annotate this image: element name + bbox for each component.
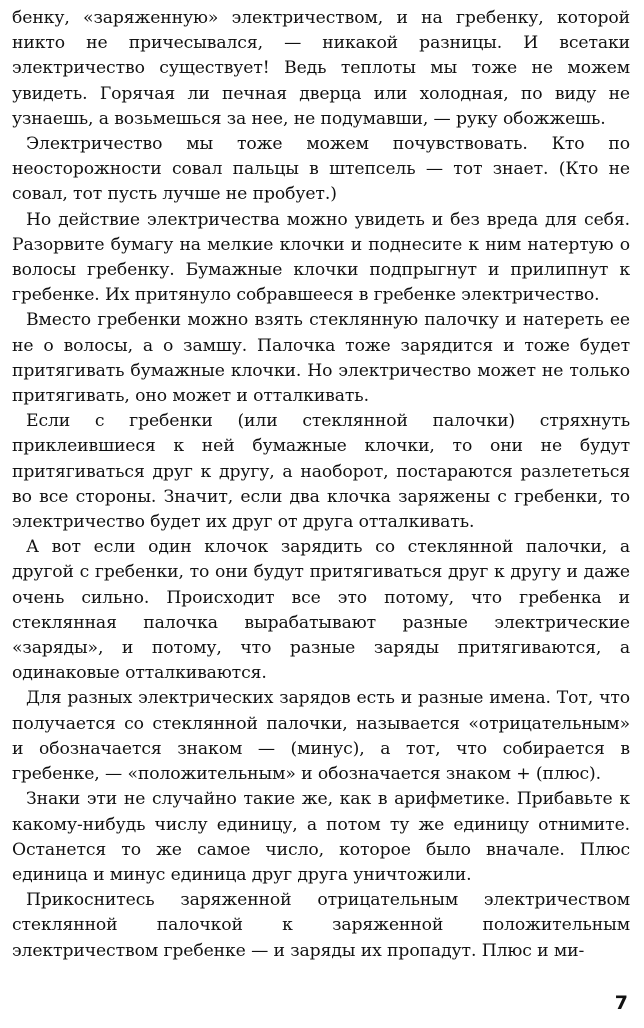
paragraph-3: Но действие электричества можно увидеть и без вреда для себя. Разорвите бумагу на мелкие клочки и поднесите к ним натертую о волосы гребенку. Бумажные клочки подпрыгнут и прилипнут к гребенке. Их притянуло собравшееся в гребенке электричество. — [12, 209, 630, 306]
page-text — [12, 6, 630, 964]
page-number: 7 — [614, 992, 628, 1014]
paragraph-2: Электричество мы тоже можем почувствовать. Кто по неосторожности совал пальцы в штепсель — тот знает. (Кто не совал, тот пусть лучше не пробует.) — [12, 134, 630, 205]
paragraph-6: А вот если один клочок зарядить со стеклянной палочки, а другой с гребенки, то они будут притягиваться друг к другу и даже очень сильно. Происходит все это потому, что гребенка и стеклянная палочка вырабатывают разные электрические «заряды», и потому, что разные заряды притягиваются, а одинаковые отталкиваются. — [12, 537, 630, 684]
paragraph-7: Для разных электрических зарядов есть и разные имена. Тот, что получается со стеклянной палочки, называется «отрицательным» и обозначается знаком — (минус), а тот, что собирается в гребенке, — «положительным» и обозначается знаком + (плюс). — [12, 688, 630, 785]
paragraph-9: Прикоснитесь заряженной отрицательным электричеством стеклянной палочкой к заряженной положительным электричеством гребенке — и заряды их пропадут. Плюс и ми- — [12, 890, 630, 961]
paragraph-8: Знаки эти не случайно такие же, как в арифметике. Прибавьте к какому-нибудь числу единицу, а потом ту же единицу отнимите. Останется то же самое число, которое было вначале. Плюс единица и минус единица друг друга уничтожили. — [12, 789, 630, 885]
paragraph-4: Вместо гребенки можно взять стеклянную палочку и натереть ее не о волосы, а о замшу. Палочка тоже зарядится и тоже будет притягивать бумажные клочки. Но электричество может не только притягивать, оно может и отталкивать. — [12, 310, 630, 407]
paragraph-1: бенку, «заряженную» электричеством, и на гребенку, которой никто не причесывался, — никакой разницы. И всетаки электричество существует! Ведь теплоты мы тоже не можем увидеть. Горячая ли печная дверца или холодная, по виду не узнаешь, а возьмешься за нее, не подумавши, — руку обожжешь. — [12, 8, 630, 129]
paragraph-5: Если с гребенки (или стеклянной палочки) стряхнуть приклеившиеся к ней бумажные клочки, то они не будут притягиваться друг к другу, а наоборот, постараются разлететься во все стороны. Значит, если два клочка заряжены с гребенки, то электричество будет их друг от друга отталкивать. — [12, 411, 630, 533]
